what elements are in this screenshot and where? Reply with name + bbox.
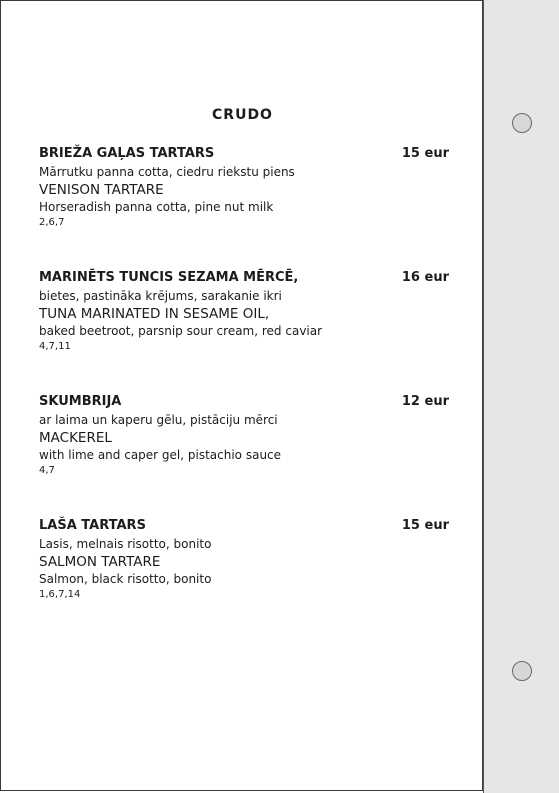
dish-description-en: with lime and caper gel, pistachio sauce — [39, 448, 282, 462]
dish-description-en: Salmon, black risotto, bonito — [39, 572, 212, 586]
binder-hole — [512, 113, 532, 133]
dish-name-en: VENISON TARTARE — [39, 182, 164, 198]
dish-name-lv: SKUMBRIJA — [39, 394, 122, 409]
section-title: CRUDO — [212, 107, 273, 123]
dish-description-en: baked beetroot, parsnip sour cream, red caviar — [39, 324, 323, 338]
dish-description-en: Horseradish panna cotta, pine nut milk — [39, 200, 274, 214]
dish-description-lv: ar laima un kaperu gēlu, pistāciju mērci — [39, 413, 278, 427]
menu-item — [39, 270, 449, 352]
dish-allergens: 1,6,7,14 — [39, 589, 81, 600]
dish-name-en: MACKEREL — [39, 430, 112, 446]
dish-name-en: SALMON TARTARE — [39, 554, 161, 570]
dish-price: 15 eur — [401, 146, 449, 161]
dish-price: 12 eur — [401, 394, 449, 409]
dish-name-lv: MARINĒTS TUNCIS SEZAMA MĒRCĒ, — [39, 270, 299, 285]
dish-allergens: 4,7,11 — [39, 341, 71, 352]
menu-item — [39, 146, 449, 228]
dish-description-lv: Mārrutku panna cotta, ciedru riekstu piens — [39, 165, 295, 179]
dish-name-lv: LAŠA TARTARS — [39, 518, 146, 533]
dish-allergens: 4,7 — [39, 465, 55, 476]
binder-strip — [483, 0, 559, 793]
dish-name-en: TUNA MARINATED IN SESAME OIL, — [39, 306, 270, 322]
menu-item — [39, 394, 449, 476]
menu-item — [39, 518, 449, 600]
dish-description-lv: Lasis, melnais risotto, bonito — [39, 537, 212, 551]
dish-name-lv: BRIEŽA GAĻAS TARTARS — [39, 146, 215, 161]
dish-price: 15 eur — [401, 518, 449, 533]
dish-description-lv: bietes, pastināka krējums, sarakanie ikri — [39, 289, 282, 303]
dish-allergens: 2,6,7 — [39, 217, 65, 228]
binder-hole — [512, 661, 532, 681]
dish-price: 16 eur — [401, 270, 449, 285]
